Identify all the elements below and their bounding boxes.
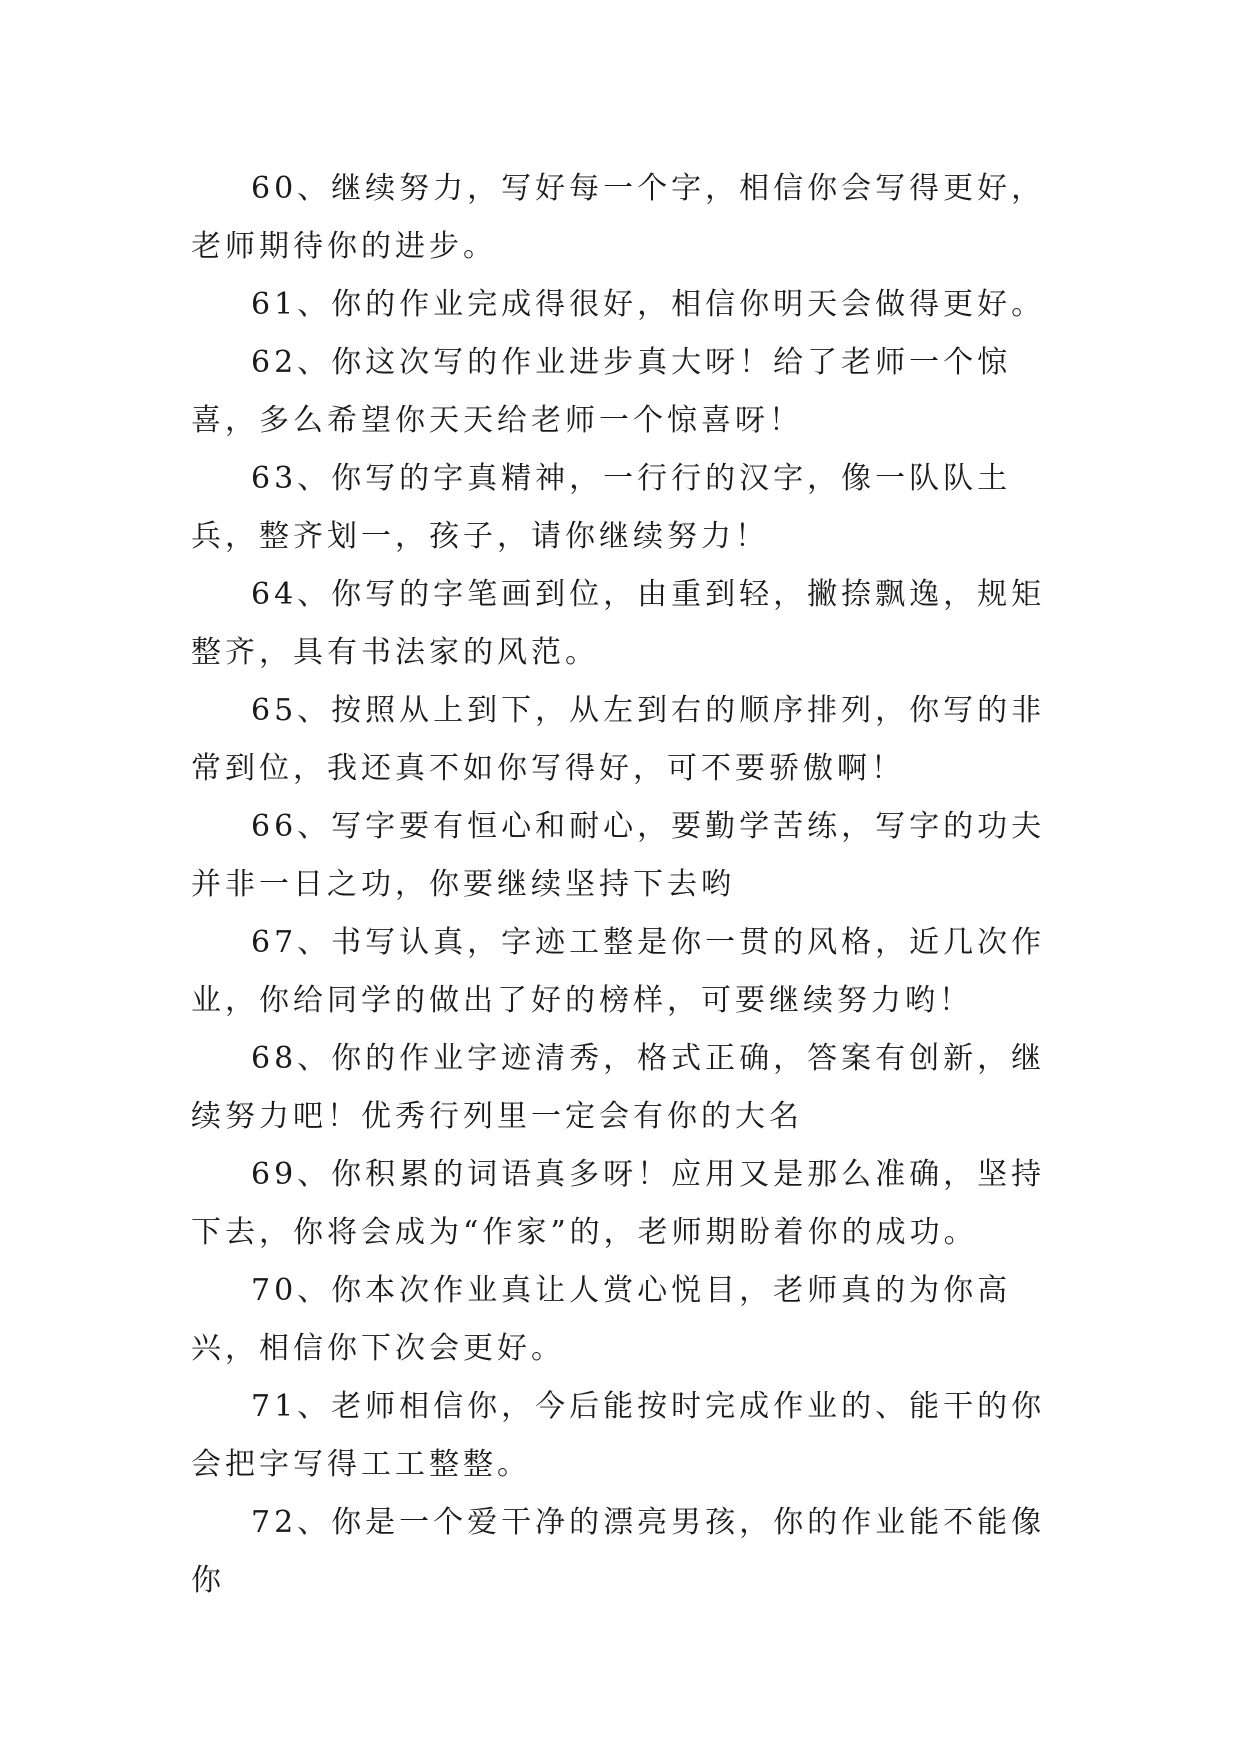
paragraph-72: 72、你是一个爱干净的漂亮男孩，你的作业能不能像你 (191, 1505, 1046, 1598)
paragraph-60: 60、继续努力，写好每一个字，相信你会写得更好，老师期待你的进步。 (191, 171, 1046, 264)
document-body (191, 160, 1051, 1610)
paragraph-62: 62、你这次写的作业进步真大呀！给了老师一个惊喜，多么希望你天天给老师一个惊喜呀！ (191, 345, 1012, 438)
paragraph-68: 68、你的作业字迹清秀，格式正确，答案有创新，继续努力吧！优秀行列里一定会有你的大名 (191, 1041, 1046, 1134)
paragraph-63: 63、你写的字真精神，一行行的汉字，像一队队土兵，整齐划一，孩子，请你继续努力！ (191, 461, 1012, 554)
paragraph-67: 67、书写认真，字迹工整是你一贯的风格，近几次作业，你给同学的做出了好的榜样，可要继续努力哟！ (191, 925, 1046, 1018)
paragraph-61: 61、你的作业完成得很好，相信你明天会做得更好。 (251, 287, 1046, 322)
paragraph-71: 71、老师相信你，今后能按时完成作业的、能干的你会把字写得工工整整。 (191, 1389, 1046, 1482)
paragraph-64: 64、你写的字笔画到位，由重到轻，撇捺飘逸，规矩整齐，具有书法家的风范。 (191, 577, 1046, 670)
paragraph-70: 70、你本次作业真让人赏心悦目，老师真的为你高兴，相信你下次会更好。 (191, 1273, 1012, 1366)
paragraph-65: 65、按照从上到下，从左到右的顺序排列，你写的非常到位，我还真不如你写得好，可不要骄傲啊！ (191, 693, 1046, 786)
paragraph-69: 69、你积累的词语真多呀！应用又是那么准确，坚持下去，你将会成为“作家”的，老师期盼着你的成功。 (191, 1157, 1046, 1250)
paragraph-66: 66、写字要有恒心和耐心，要勤学苦练，写字的功夫并非一日之功，你要继续坚持下去哟 (191, 809, 1046, 902)
